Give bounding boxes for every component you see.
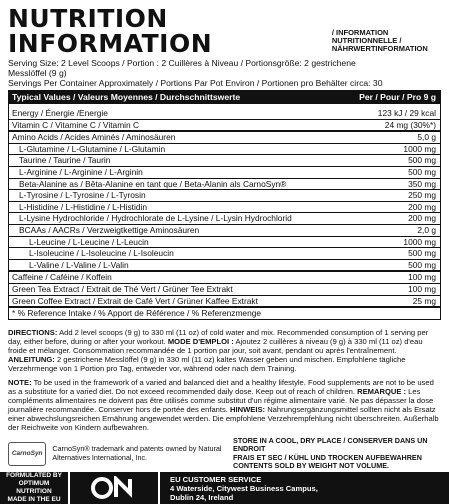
label-header	[0, 0, 449, 88]
table-row	[9, 201, 441, 213]
row-label: L-Arginine / L-Arginine / L-Arginin	[9, 166, 343, 178]
table-row	[9, 271, 441, 283]
row-value: 100 mg	[342, 271, 440, 283]
directions-notes	[0, 328, 449, 432]
row-label: BCAAs / AACRs / Verzweigtkettige Aminosäuren	[9, 224, 343, 236]
row-value: 25 mg	[342, 295, 440, 307]
eu-customer-service: EU CUSTOMER SERVICE 4 Waterside, Citywest Business Campus, Dublin 24, Ireland	[160, 472, 449, 504]
note-paragraph: NOTE: To be used in the framework of a varied and balanced diet and a healthy lifestyle. Food supplements are not to be used as a substitute for a varied diet. Do not exceed recommended daily dose. Keep out of reach of children. REMARQUE : Les compléments alimentaires ne doivent pas être utilisés comme substitut d'un régime alimentaire varié. Ne pas dépasser la dose journalière recommandée. Conserver hors de portée des enfants. HINWEIS: Nahrungsergänzungsmittel sollten nicht als Ersatz einer abwechslungsreichen Ernährung angewendet werden. Die empfohlene Verzehrempfehlung nicht überschreiten. Außerhalb der Reichweite von Kindern aufbewahren.	[8, 377, 439, 432]
row-value: 200 mg	[342, 201, 440, 213]
row-value: 250 mg	[342, 190, 440, 202]
table-row	[9, 295, 441, 307]
table-row	[9, 166, 441, 178]
column-header-per: Per / Pour / Pro 9 g	[342, 91, 440, 105]
table-row	[9, 119, 441, 131]
carnosyn-logo: CarnoSyn	[8, 442, 46, 466]
nutrition-table	[8, 90, 441, 320]
table-row	[9, 259, 441, 271]
table-header-row	[9, 91, 441, 105]
table-row	[9, 236, 441, 248]
row-label: L-Valine / L-Valine / L-Valin	[9, 259, 343, 271]
row-value: 500 mg	[342, 248, 440, 260]
row-value: 100 mg	[342, 283, 440, 295]
nutrition-title: NUTRITION INFORMATION	[8, 4, 213, 58]
row-label: L-Lysine Hydrochloride / Hydrochlorate de L-Lysine / L-Lysin Hydrochlorid	[9, 213, 343, 225]
row-value: 5,0 g	[342, 131, 440, 143]
row-label: Beta-Alanine as / Bêta-Alanine en tant que / Beta-Alanin als CarnoSyn®	[9, 178, 343, 190]
carnosyn-storage-row	[0, 437, 449, 471]
reference-row	[9, 307, 441, 319]
table-row	[9, 190, 441, 202]
table-row	[9, 143, 441, 155]
row-label: Energy / Énergie /Energie	[12, 108, 108, 118]
table-row	[9, 131, 441, 143]
table-row	[9, 283, 441, 295]
row-label: Green Tea Extract / Extrait de Thé Vert / Grüner Tee Extrakt	[9, 283, 343, 295]
serving-info: Serving Size: 2 Level Scoops / Portion : 2 Cuillères à Niveau / Portionsgröße: 2 gestrichene Messlöffel (9 g) Servings Per Container Approximately / Portions Par Pot Environ / Portionen pro Behälter circa: 30	[8, 58, 383, 88]
row-value: 500 mg	[342, 259, 440, 271]
row-label: Taurine / Taurine / Taurin	[9, 155, 343, 167]
row-label: L-Isoleucine / L-Isoleucine / L-Isoleucin	[9, 248, 343, 260]
row-label: L-Glutamine / L-Glutamine / L-Glutamin	[9, 143, 343, 155]
row-value: 500 mg	[342, 155, 440, 167]
column-header-values: Typical Values / Valeurs Moyennes / Durchschnittswerte	[9, 91, 343, 105]
table-row	[9, 248, 441, 260]
row-value: 200 mg	[342, 213, 440, 225]
reference-intake-note: * % Reference Intake / % Apport de Référence / % Referenzmenge	[9, 307, 441, 319]
row-label: L-Tyrosine / L-Tyrosine / L-Tyrosin	[9, 190, 343, 202]
row-label: L-Leucine / L-Leucine / L-Leucin	[9, 236, 343, 248]
table-row	[9, 108, 441, 119]
row-value: 123 kJ / 29 kcal	[377, 108, 436, 118]
row-label: Amino Acids / Acides Aminés / Aminosäuren	[9, 131, 343, 143]
row-value: 500 mg	[342, 166, 440, 178]
storage-instructions: STORE IN A COOL, DRY PLACE / CONSERVER DANS UN ENDROIT FRAIS ET SEC / KÜHL UND TROCKEN AUFBEWAHREN CONTENTS SOLD BY WEIGHT NOT VOLUME.	[233, 435, 428, 471]
row-label: Vitamin C / Vitamine C / Vitamin C	[9, 119, 343, 131]
row-label: L-Histidine / L-Histidine / L-Histidin	[9, 201, 343, 213]
table-row	[9, 155, 441, 167]
row-value: 350 mg	[342, 178, 440, 190]
nutrition-subtitle: / INFORMATION NUTRITIONNELLE / NÄHRWERTINFORMATION	[331, 28, 428, 53]
carnosyn-trademark: CarnoSyn® trademark and patents owned by Natural Alternatives International, Inc.	[52, 444, 222, 462]
row-value: 1000 mg	[342, 236, 440, 248]
on-logo	[70, 472, 158, 504]
label-footer	[0, 472, 449, 504]
row-value: 2,0 g	[342, 224, 440, 236]
optimum-nutrition-logo-icon	[84, 476, 144, 500]
table-row	[9, 213, 441, 225]
formulated-by-box: FORMULATED BY OPTIMUM NUTRITION MADE IN THE EU	[0, 472, 68, 504]
row-label: Green Coffee Extract / Extrait de Café Vert / Grüner Kaffee Extrakt	[9, 295, 343, 307]
row-value: 24 mg (30%*)	[342, 119, 440, 131]
row-value: 1000 mg	[342, 143, 440, 155]
row-label: Caffeine / Caféine / Koffein	[9, 271, 343, 283]
directions-paragraph: DIRECTIONS: Add 2 level scoops (9 g) to 330 ml (11 oz) of cold water and mix. Recommended consumption of 1 serving per day, either before, during or after your workout. MODE D'EMPLOI : Ajoutez 2 cuillères à niveau (9 g) à 330 ml (11 oz) d'eau froide et mélanger. Consommation recommandée de 1 portion par jour, soit avant, pendant ou après l'entraînement. ANLEITUNG: 2 gestrichene Messlöffel (9 g) in 330 ml (11 oz) kaltes Wasser geben und mischen. Empfohlene tägliche Verzehrmenge von 1 Portion pro Tag, entweder vor, während oder nach dem Training.	[8, 327, 429, 373]
table-row	[9, 224, 441, 236]
table-row	[9, 178, 441, 190]
